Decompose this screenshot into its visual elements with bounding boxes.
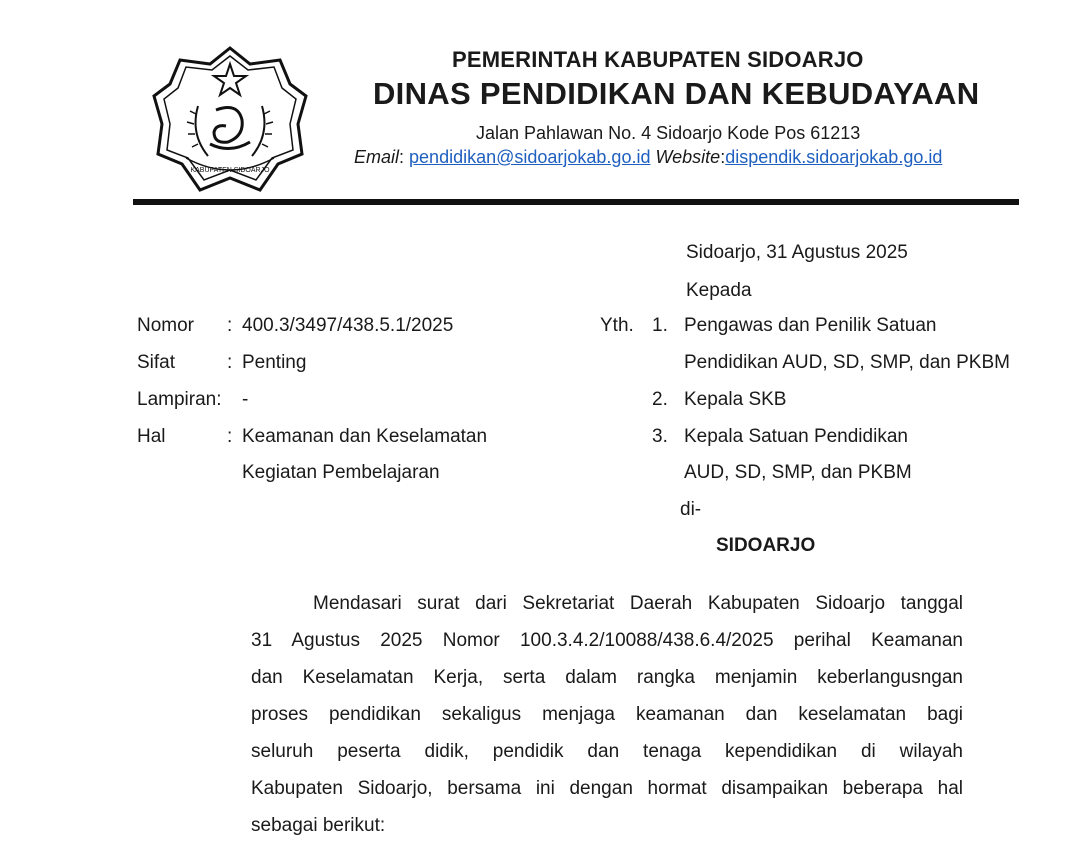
website-link[interactable]: dispendik.sidoarjokab.go.id <box>725 147 943 167</box>
body-line: 31 Agustus 2025 Nomor 100.3.4.2/10088/438.6.4/2025 perihal Keamanan <box>251 630 963 651</box>
government-title: PEMERINTAH KABUPATEN SIDOARJO <box>452 47 864 72</box>
body-line: Kabupaten Sidoarjo, bersama ini dengan hormat disampaikan beberapa hal <box>251 778 963 799</box>
body-line: sebagai berikut: <box>251 815 386 836</box>
email-link[interactable]: pendidikan@sidoarjokab.go.id <box>409 147 651 167</box>
recipient-city: SIDOARJO <box>716 535 816 556</box>
body-line: proses pendidikan sekaligus menjaga keamanan dan keselamatan bagi <box>251 704 963 725</box>
recipient-number: 2. <box>652 389 668 410</box>
office-address: Jalan Pahlawan No. 4 Sidoarjo Kode Pos 61213 <box>476 123 861 143</box>
body-line: seluruh peserta didik, pendidik dan tenaga kependidikan di wilayah <box>251 741 963 762</box>
colon: : <box>227 352 233 373</box>
di-label: di- <box>680 499 702 520</box>
lampiran-value: - <box>242 389 249 410</box>
department-title: DINAS PENDIDIKAN DAN KEBUDAYAAN <box>373 76 980 111</box>
lampiran-label: Lampiran: <box>137 389 222 410</box>
place-date: Sidoarjo, 31 Agustus 2025 <box>686 242 908 263</box>
sifat-value: Penting <box>242 352 307 373</box>
recipient-3-line1: Kepala Satuan Pendidikan <box>684 426 908 447</box>
body-paragraph <box>251 585 963 844</box>
recipient-number: 3. <box>652 426 668 447</box>
kepada-label: Kepada <box>686 280 752 301</box>
recipient-1-line2: Pendidikan AUD, SD, SMP, dan PKBM <box>684 352 1010 373</box>
hal-label: Hal <box>137 426 166 447</box>
recipient-1-line1: Pengawas dan Penilik Satuan <box>684 315 937 336</box>
body-line: Mendasari surat dari Sekretariat Daerah Kabupaten Sidoarjo tanggal <box>313 593 963 614</box>
emblem-text: KABUPATEN SIDOARJO <box>190 167 270 174</box>
sidoarjo-regency-emblem <box>150 44 310 194</box>
hal-value-line2: Kegiatan Pembelajaran <box>242 462 440 483</box>
body-line: dan Keselamatan Kerja, serta dalam rangka menjamin keberlangusngan <box>251 667 963 688</box>
recipient-3-line2: AUD, SD, SMP, dan PKBM <box>684 462 912 483</box>
sifat-label: Sifat <box>137 352 176 373</box>
email-label: Email <box>354 147 400 167</box>
colon: : <box>227 426 233 447</box>
website-label: Website <box>655 147 721 167</box>
recipient-number: 1. <box>652 315 668 336</box>
colon: : <box>227 315 233 336</box>
nomor-value: 400.3/3497/438.5.1/2025 <box>242 315 454 336</box>
letterhead-divider <box>133 199 1019 205</box>
nomor-label: Nomor <box>137 315 195 336</box>
contact-line: Email: pendidikan@sidoarjokab.go.id Website:dispendik.sidoarjokab.go.id <box>354 147 943 167</box>
hal-value-line1: Keamanan dan Keselamatan <box>242 426 488 447</box>
recipient-2-line1: Kepala SKB <box>684 389 787 410</box>
yth-label: Yth. <box>600 315 634 336</box>
